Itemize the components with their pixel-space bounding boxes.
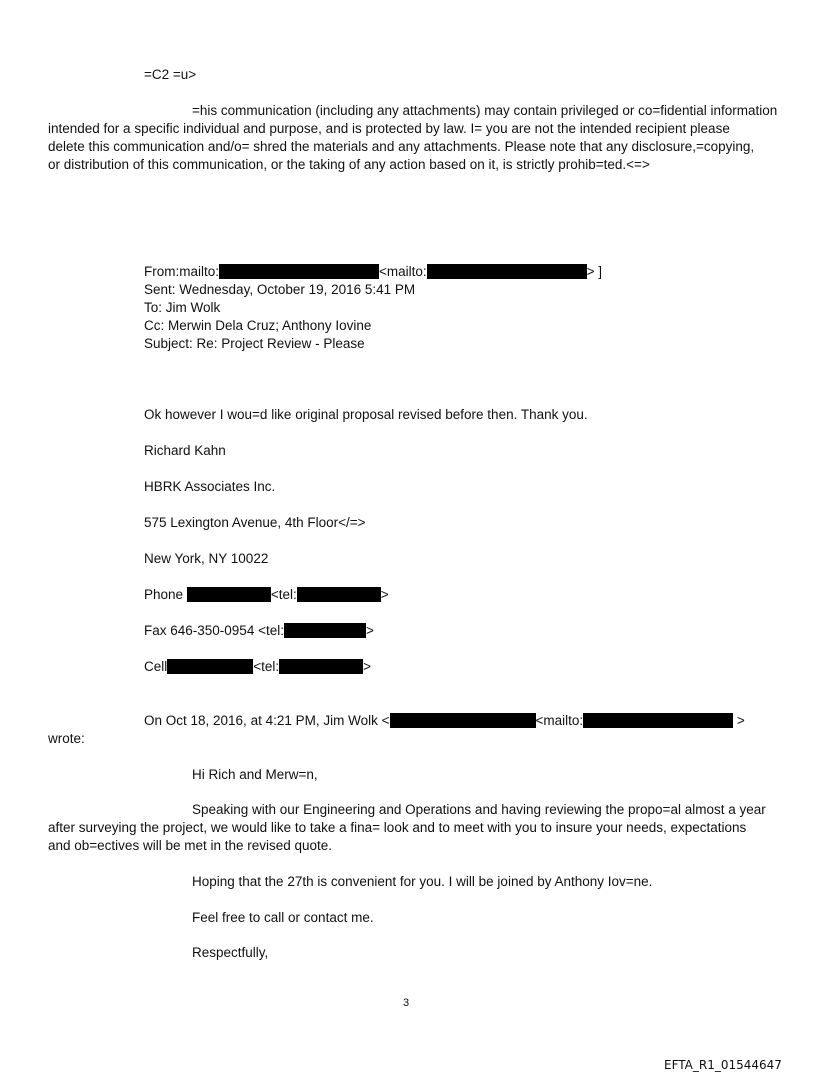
phone-tel: <tel: bbox=[270, 587, 297, 602]
fax-text: Fax 646-350-0954 <tel: bbox=[144, 623, 284, 638]
quoted-para1-line1: Speaking with our Engineering and Operations and having reviewing the propo=al almost a year bbox=[192, 802, 766, 817]
page-number: 3 bbox=[403, 997, 410, 1009]
redaction-block bbox=[390, 713, 536, 728]
disclaimer-line-1: =his communication (including any attachments) may contain privileged or co=fidential information bbox=[192, 103, 778, 118]
to-line: To: Jim Wolk bbox=[144, 300, 221, 315]
redaction-block bbox=[167, 659, 253, 674]
signature-name: Richard Kahn bbox=[144, 443, 226, 458]
quoted-para1-line3: and ob=ectives will be met in the revised quote. bbox=[48, 838, 333, 853]
quoted-para2: Hoping that the 27th is convenient for you. I will be joined by Anthony Iov=ne. bbox=[192, 874, 653, 889]
signature-company: HBRK Associates Inc. bbox=[144, 479, 276, 494]
redaction-block bbox=[297, 587, 381, 602]
redaction-block bbox=[583, 713, 733, 728]
from-end: > ] bbox=[586, 264, 603, 279]
quoted-wrote: wrote: bbox=[48, 731, 85, 746]
signature-address: 575 Lexington Avenue, 4th Floor</=> bbox=[144, 515, 366, 530]
phone-end: > bbox=[380, 587, 389, 602]
quoted-mailto: <mailto: bbox=[535, 713, 584, 728]
document-id: EFTA_R1_01544647 bbox=[664, 1058, 782, 1072]
cell-label: Cell bbox=[144, 659, 168, 674]
redaction-block bbox=[427, 264, 587, 279]
redaction-block bbox=[279, 659, 363, 674]
fax-end: > bbox=[365, 623, 374, 638]
redaction-block bbox=[284, 623, 366, 638]
signature-cell bbox=[144, 658, 371, 676]
quoted-intro bbox=[144, 712, 745, 730]
cell-end: > bbox=[363, 659, 372, 674]
quoted-closing: Respectfully, bbox=[192, 945, 269, 960]
from-prefix: From:mailto: bbox=[144, 264, 220, 279]
reply-body: Ok however I wou=d like original proposal revised before then. Thank you. bbox=[144, 407, 588, 422]
disclaimer-line-3: delete this communication and/o= shred the materials and any attachments. Please note that any disclosure,=copying, bbox=[48, 139, 755, 154]
disclaimer-line-2: intended for a specific individual and purpose, and is protected by law. I= you are not the intended recipient please bbox=[48, 121, 730, 136]
quoted-intro-text: On Oct 18, 2016, at 4:21 PM, Jim Wolk < bbox=[144, 713, 390, 728]
quoted-para1-line2: after surveying the project, we would like to take a fina= look and to meet with you to insure your needs, expectations bbox=[48, 820, 747, 835]
sent-line: Sent: Wednesday, October 19, 2016 5:41 PM bbox=[144, 282, 416, 297]
subject-line: Subject: Re: Project Review - Please bbox=[144, 336, 365, 351]
quoted-greeting: Hi Rich and Merw=n, bbox=[192, 767, 318, 782]
from-mailto: <mailto: bbox=[379, 264, 427, 279]
header-line: =C2 =u> bbox=[144, 67, 197, 82]
signature-phone bbox=[144, 586, 389, 604]
quoted-para3: Feel free to call or contact me. bbox=[192, 910, 374, 925]
signature-city: New York, NY 10022 bbox=[144, 551, 269, 566]
signature-fax bbox=[144, 622, 374, 640]
cell-tel: <tel: bbox=[253, 659, 280, 674]
redaction-block bbox=[219, 264, 379, 279]
quoted-intro-end: > bbox=[736, 713, 745, 728]
disclaimer-line-4: or distribution of this communication, or the taking of any action based on it, is strictly prohib=ted.<=> bbox=[48, 157, 650, 172]
cc-line: Cc: Merwin Dela Cruz; Anthony Iovine bbox=[144, 318, 372, 333]
from-line bbox=[144, 263, 602, 281]
redaction-block bbox=[187, 587, 271, 602]
phone-label: Phone bbox=[144, 587, 184, 602]
